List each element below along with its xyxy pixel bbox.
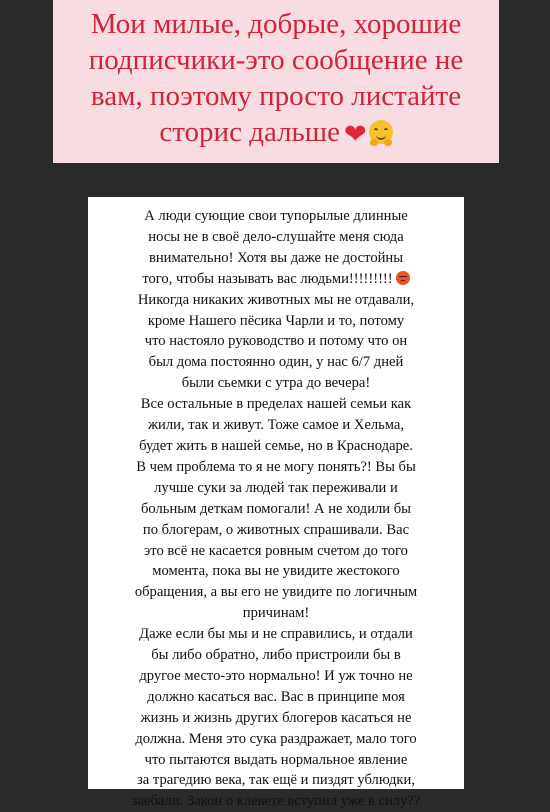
message-line: причинам! — [242, 605, 310, 622]
message-line: носы не в своё дело-слушайте меня сюда — [148, 228, 404, 245]
message-line: бы либо обратно, либо пристроили бы в — [151, 647, 401, 664]
angry-face-icon — [396, 271, 410, 285]
header-line-2: подписчики-это сообщение не — [88, 44, 464, 76]
message-line: Все остальные в пределах нашей семьи как — [140, 396, 412, 413]
message-line: обращения, а вы его не увидите по логичным — [134, 584, 418, 601]
message-line: кроме Нашего пёсика Чарли и то, потому — [147, 312, 405, 329]
message-line: что пытаются выдать нормальное явление — [144, 751, 408, 768]
message-line: что настояло руководство и потому что он — [144, 333, 408, 350]
message-line: В чем проблема то я не могу понять?! Вы бы — [136, 458, 416, 475]
header-line-1: Мои милые, добрые, хорошие — [90, 8, 462, 40]
message-line: это всё не касается ровным счетом до того — [144, 542, 408, 559]
message-line: Никогда никаких животных мы не отдавали, — [137, 291, 415, 308]
message-line-text: того, чтобы называть вас людьми!!!!!!!!! — [142, 270, 393, 287]
message-card — [88, 197, 464, 810]
message-line: Даже если бы мы и не справились, и отдали — [139, 626, 413, 643]
message-line: А люди сующие свои тупорылые длинные — [144, 208, 408, 224]
message-line: должно касаться вас. Вас в принципе моя — [147, 688, 405, 705]
header-line-4 — [63, 114, 489, 150]
message-line: заебали. Закон о клевете вступил уже в силу?? — [131, 793, 421, 810]
header-line-3: вам, поэтому просто листайте — [90, 80, 462, 112]
message-line: жили, так и живут. Тоже самое и Хельма, — [147, 417, 405, 434]
heart-icon: ❤ — [343, 119, 367, 149]
message-line: момента, пока вы не увидите жестокого — [152, 563, 400, 580]
message-line: за трагедию века, так ещё и пиздят ублюдки, — [137, 772, 415, 789]
hugging-face-icon — [369, 120, 393, 144]
message-line: лучше суки за людей так переживали и — [154, 479, 398, 496]
message-line: были сьемки с утра до вечера! — [181, 375, 371, 392]
header-banner — [53, 0, 499, 163]
message-line — [94, 269, 458, 290]
header-line-4-text: сторис дальше — [159, 116, 340, 148]
message-line: внимательно! Хотя вы даже не достойны — [148, 249, 404, 266]
message-line: по блогерам, о животных спрашивали. Вас — [142, 521, 410, 538]
message-line: больным деткам помогали! А не ходили бы — [141, 500, 411, 517]
message-line: другое место-это нормально! И уж точно не — [139, 667, 413, 684]
message-line: должна. Меня это сука раздражает, мало того — [135, 730, 417, 747]
message-line: жизнь и жизнь других блогеров касаться не — [140, 709, 412, 726]
message-line: будет жить в нашей семье, но в Краснодаре. — [139, 437, 413, 454]
message-line: был дома постоянно один, у нас 6/7 дней — [148, 354, 404, 371]
